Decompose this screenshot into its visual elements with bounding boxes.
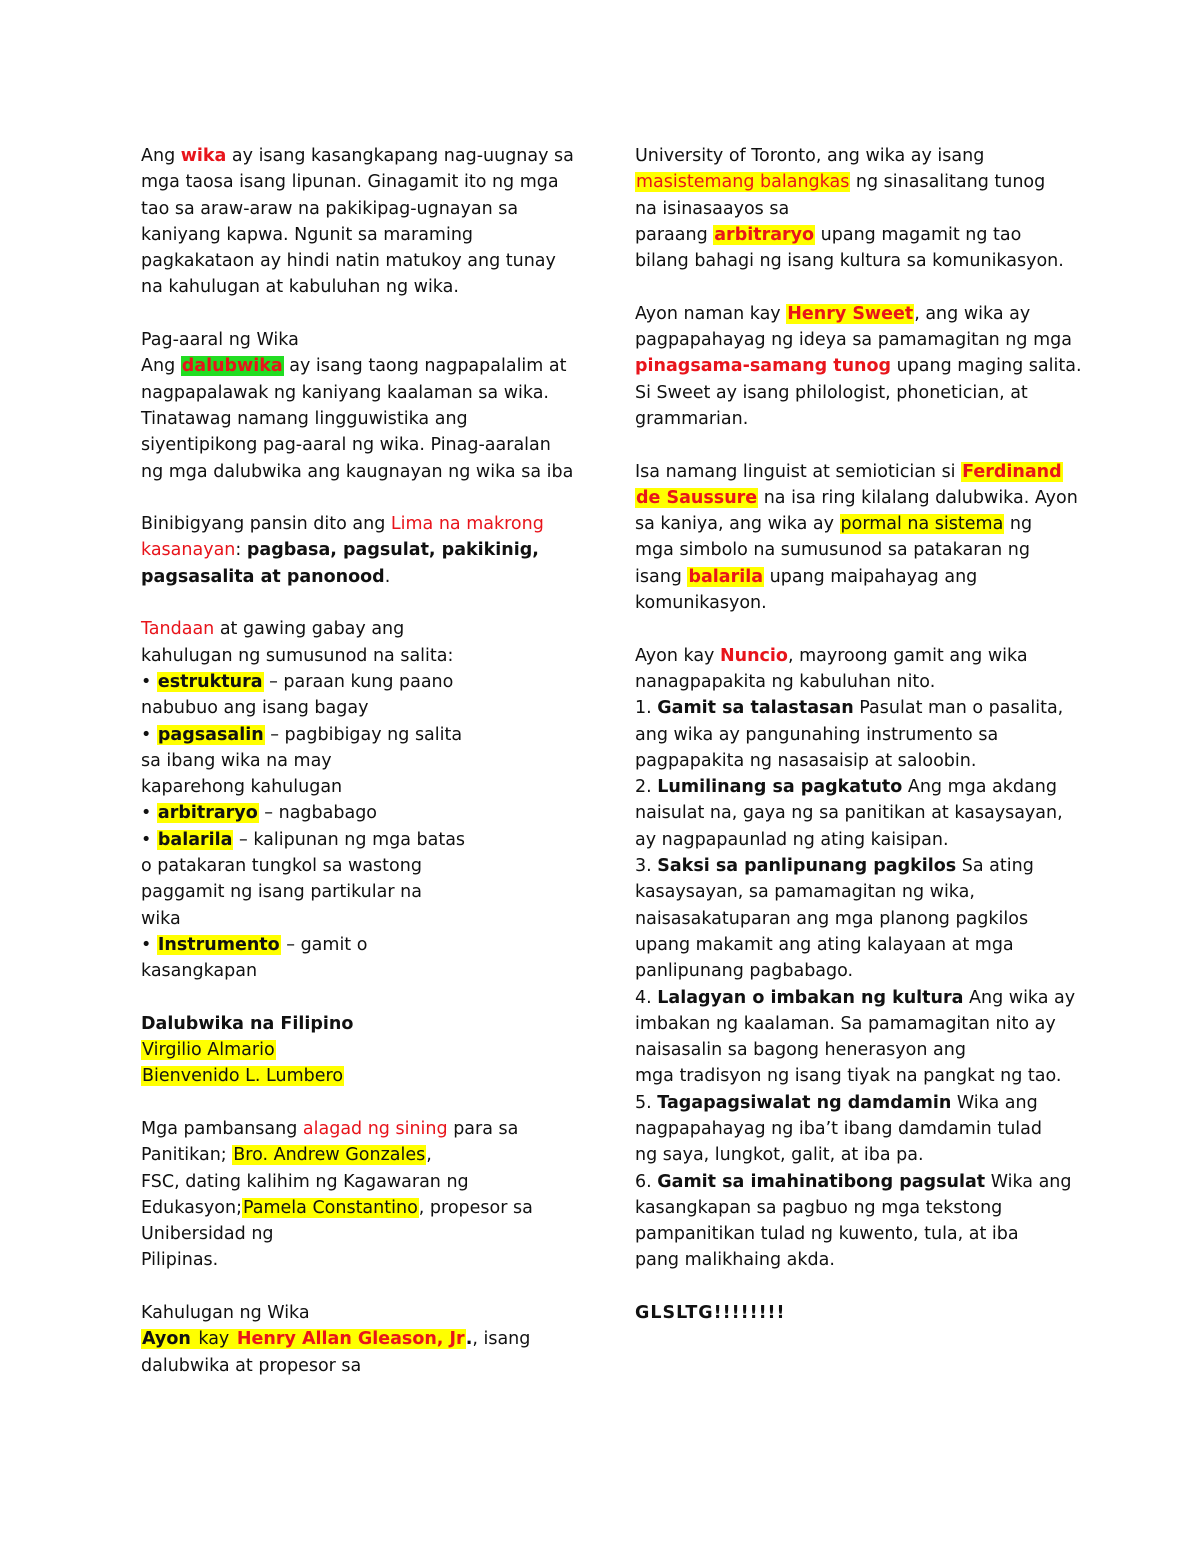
text-line: wika (141, 908, 181, 929)
text-line: isang balarila upang maipahayag ang (635, 566, 978, 587)
term-wika: wika (180, 146, 227, 166)
text-line: imbakan ng kaalaman. Sa pamamagitan nito ay (635, 1013, 1056, 1034)
text-line: Isa namang linguist at semiotician si Ferdinand (635, 461, 1062, 482)
text-line: tao sa araw-araw na pakikipag-ugnayan sa (141, 198, 519, 219)
text-line: de Saussure na isa ring kilalang dalubwika. Ayon (636, 487, 1078, 508)
closing-exclamation: GLSLTG!!!!!!!! (635, 1303, 786, 1324)
text-line: kasangkapan (141, 961, 258, 982)
text-line: ng saya, lungkot, galit, at iba pa. (635, 1145, 924, 1166)
term-dalubwika: dalubwika (181, 356, 283, 377)
right-column (635, 143, 1082, 1326)
left-column (141, 143, 581, 1379)
text-line: pagsasalita at panonood. (141, 566, 391, 587)
text-line: Pilipinas. (141, 1250, 219, 1271)
text-line: pampanitikan tulad ng kuwento, tula, at iba (635, 1224, 1019, 1245)
text-line: FSC, dating kalihim ng Kagawaran ng (141, 1171, 469, 1192)
term-item: • Instrumento – gamit o (141, 934, 368, 955)
text-line: grammarian. (635, 408, 749, 429)
use-item: 6. Gamit sa imahinatibong pagsulat Wika ang (635, 1171, 1072, 1192)
name-line: Virgilio Almario (142, 1040, 275, 1061)
text-line: nanagpapakita ng kabuluhan nito. (635, 671, 936, 692)
text-line: ang wika ay pangunahing instrumento sa (635, 724, 999, 745)
text-line: Unibersidad ng (141, 1224, 274, 1245)
text-line: Ang dalubwika ay isang taong nagpapalalim at (141, 356, 567, 377)
text-line: pagpapahayag ng ideya sa pamamagitan ng mga (635, 330, 1072, 351)
text-line: ay nagpapaunlad ng ating kaisipan. (635, 829, 949, 850)
text-line: nabubuo ang isang bagay (141, 698, 369, 719)
text-line: University of Toronto, ang wika ay isang (635, 146, 985, 166)
term-item: • estruktura – paraan kung paano (141, 671, 454, 692)
text-line: pang malikhaing akda. (635, 1250, 835, 1271)
text-line: Ayon kay Nuncio, mayroong gamit ang wika (635, 645, 1028, 666)
text-line: siyentipikong pag-aaral ng wika. Pinag-aaralan (141, 435, 551, 456)
use-item: 3. Saksi sa panlipunang pagkilos Sa ating (635, 856, 1034, 877)
text-line: o patakaran tungkol sa wastong (141, 856, 422, 877)
text-line: kaparehong kahulugan (141, 777, 343, 798)
text-line: sa ibang wika na may (141, 750, 332, 771)
text-line: paraang arbitraryo upang magamit ng tao (635, 224, 1022, 245)
name-line: Bienvenido L. Lumbero (142, 1066, 344, 1087)
term-item: • pagsasalin – pagbibigay ng salita (141, 724, 463, 745)
text-line: Ayon kay Henry Allan Gleason, Jr., isang (142, 1329, 531, 1350)
use-item: 4. Lalagyan o imbakan ng kultura Ang wika ay (635, 987, 1076, 1008)
text-line: nagpapalawak ng kaniyang kaalaman sa wika. (141, 382, 549, 403)
text-line: Tinatawag namang lingguwistika ang (141, 408, 468, 429)
text-line: naisasakatuparan ang mga planong pagkilos (635, 908, 1029, 929)
text-line: Ang wika ay isang kasangkapang nag-uugnay sa (141, 146, 574, 166)
section-title: Pag-aaral ng Wika (141, 330, 299, 351)
text-line: Ayon naman kay Henry Sweet, ang wika ay (635, 303, 1031, 324)
text-line: kasaysayan, sa pamamagitan ng wika, (635, 882, 975, 903)
text-line: sa kaniya, ang wika ay pormal na sistema ng (635, 514, 1033, 535)
text-line: naisasalin sa bagong henerasyon ang (635, 1040, 966, 1061)
use-item: 2. Lumilinang sa pagkatuto Ang mga akdang (635, 777, 1057, 798)
text-line: upang makamit ang ating kalayaan at mga (635, 934, 1014, 955)
term-item: • balarila – kalipunan ng mga batas (141, 829, 466, 850)
use-item: 5. Tagapagsiwalat ng damdamin Wika ang (635, 1092, 1038, 1113)
text-line: komunikasyon. (635, 593, 767, 614)
text-line: kasanayan: pagbasa, pagsulat, pakikinig, (141, 540, 539, 561)
text-line: na isinasaayos sa (635, 198, 790, 219)
text-line: Tandaan at gawing gabay ang (141, 619, 405, 640)
text-line: masistemang balangkas ng sinasalitang tunog (636, 172, 1046, 193)
text-line: pagkakataon ay hindi natin matukoy ang tunay (141, 251, 556, 272)
text-line: bilang bahagi ng isang kultura sa komunikasyon. (635, 251, 1064, 272)
text-line: nagpapahayag ng iba’t ibang damdamin tulad (635, 1118, 1042, 1139)
text-line: Si Sweet ay isang philologist, phonetician, at (635, 382, 1028, 403)
text-line: kaniyang kapwa. Ngunit sa maraming (141, 224, 474, 245)
text-line: Mga pambansang alagad ng sining para sa (141, 1118, 519, 1139)
text-line: na kahulugan at kabuluhan ng wika. (141, 277, 459, 298)
use-item: 1. Gamit sa talastasan Pasulat man o pasalita, (635, 698, 1064, 719)
text-line: kasangkapan sa pagbuo ng mga tekstong (635, 1197, 1003, 1218)
text-line: kahulugan ng sumusunod na salita: (141, 645, 454, 666)
text-line: Edukasyon;Pamela Constantino, propesor sa (141, 1197, 533, 1218)
section-title: Dalubwika na Filipino (141, 1013, 354, 1034)
text-line: Binibigyang pansin dito ang Lima na makrong (141, 514, 544, 535)
text-line: pinagsama-samang tunog upang maging salita. (635, 356, 1082, 377)
text-line: mga tradisyon ng isang tiyak na pangkat ng tao. (635, 1066, 1062, 1087)
text-line: Panitikan; Bro. Andrew Gonzales, (141, 1145, 432, 1166)
text-line: ng mga dalubwika ang kaugnayan ng wika sa iba (141, 461, 574, 482)
section-title: Kahulugan ng Wika (141, 1303, 310, 1324)
text-line: dalubwika at propesor sa (141, 1355, 362, 1376)
term-item: • arbitraryo – nagbabago (141, 803, 378, 824)
text-line: pagpapakita ng nasasaisip at saloobin. (635, 750, 977, 771)
text-line: mga simbolo na sumusunod sa patakaran ng (635, 540, 1030, 561)
text-line: naisulat na, gaya ng sa panitikan at kasaysayan, (635, 803, 1063, 824)
text-line: mga taosa isang lipunan. Ginagamit ito ng mga (141, 172, 559, 193)
text-line: paggamit ng isang partikular na (141, 882, 422, 903)
text-line: panlipunang pagbabago. (635, 961, 854, 982)
